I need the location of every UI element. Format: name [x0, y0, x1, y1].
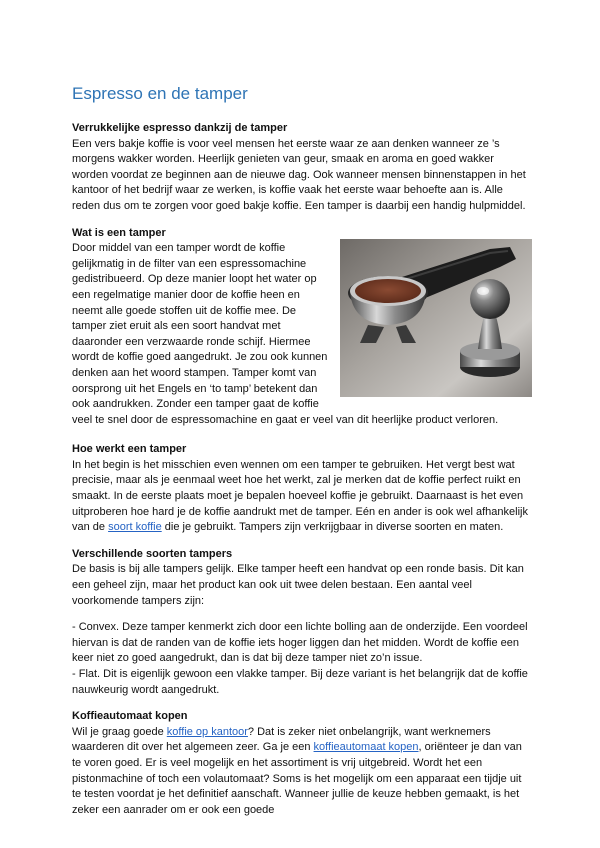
how-heading: Hoe werkt een tamper [72, 443, 187, 456]
koffie-op-kantoor-link[interactable]: koffie op kantoor [166, 725, 248, 738]
intro-heading: Verrukkelijke espresso dankzij de tamper [72, 122, 288, 134]
flat-item: - Flat. Dit is eigenlijk gewoon een vlakke tamper. Bij deze variant is het belangrijk dat de koffie nauwkeurig wordt aangedrukt. [72, 668, 528, 696]
buy-text-2: ? Dat is zeker niet onbelangrijk, want werknemers waarderen dit over het algemeen zeer. Ga je een [72, 725, 491, 754]
kinds-paragraph: De basis is bij alle tampers gelijk. Elke tamper heeft een handvat op een ronde basis. Dit kan een geheel zijn, maar het product kan ook uit twee delen bestaan. Een aantal veel voorkomende tampers zijn: [72, 563, 524, 607]
article-body [72, 121, 532, 818]
buy-paragraph [72, 725, 532, 819]
buy-text-1: Wil je graag goede [72, 725, 167, 738]
page-title: Espresso en de tamper [72, 84, 248, 103]
tamper-photo-icon [340, 239, 532, 397]
how-paragraph [72, 458, 532, 536]
how-text-after: die je gebruikt. Tampers zijn verkrijgbaar in diverse soorten en maten. [161, 521, 504, 534]
what-heading: Wat is een tamper [72, 226, 166, 239]
koffieautomaat-kopen-link[interactable]: koffieautomaat kopen [313, 741, 419, 754]
intro-paragraph: Een vers bakje koffie is voor veel mensen het eerste waar ze aan denken wanneer ze ’s morgens wakker worden. Heerlijk genieten van geur, smaak en aroma en goed wakker worden voordat ze beginnen aan de nieuwe dag. Ook wanneer mensen binnenstappen in het kantoor of het bedrijf waar ze werken, is koffie vaak het eerste waar behoefte aan is. Alle reden dus om te zorgen voor goed bakje koffie. Een tamper is daarbij een handig hulpmiddel. [72, 137, 526, 212]
convex-item: - Convex. Deze tamper kenmerkt zich door een lichte bolling aan de onderzijde. Een voordeel hiervan is dat de randen van de koffie iets hoger liggen dan het midden. Wordt de koffie een keer niet zo goed aangedrukt, dan is dat bij deze tamper niet zo’n issue. [72, 621, 528, 665]
buy-text-3: , oriënteer je dan van te voren goed. Er is veel mogelijk en het assortiment is vrij uitgebreid. Wordt het een pistonmachine of toch een volautomaat? Soms is het mogelijk om een apparaat een tijdje uit te testen voordat je het definitief aanschaft. Wanneer jullie de keuze hebben gemaakt, is het zeker een aanrader om er ook een goede [72, 741, 522, 816]
kinds-heading: Verschillende soorten tampers [72, 547, 233, 560]
buy-heading: Koffieautomaat kopen [72, 710, 188, 723]
soort-koffie-link[interactable]: soort koffie [108, 521, 162, 534]
how-text-before: In het begin is het misschien even wennen om een tamper te gebruiken. Het vergt best wat precisie, maar als je eenmaal weet hoe het werkt, zal je merken dat de koffie perfect ruikt en smaakt. In de eerste plaats moet je bepalen hoeveel koffie je gebruikt. Daarnaast is het even uitproberen hoe hard je de koffie aandrukt met de tamper. Eén en ander is ook wel afhankelijk van de [72, 458, 528, 534]
what-paragraph: Door middel van een tamper wordt de koffie gelijkmatig in de filter van een espressomachine gedistribueerd. Op deze manier loopt het water op een regelmatige manier door de koffie heen en neemt alle goede stoffen uit de koffie mee. De tamper ziet eruit als een soort handvat met daaronder een verzwaarde ronde schijf. Hiermee wordt de koffie goed aangedrukt. Je zou ook kunnen denken aan het woord stampen. Tamper komt van oorsprong uit het Engels en ‘to tamp’ betekent dan ook aandrukken. Zonder een tamper gaat de koffie veel te snel door de espressomachine en gaat er veel van dit heerlijke product verloren. [72, 242, 499, 426]
